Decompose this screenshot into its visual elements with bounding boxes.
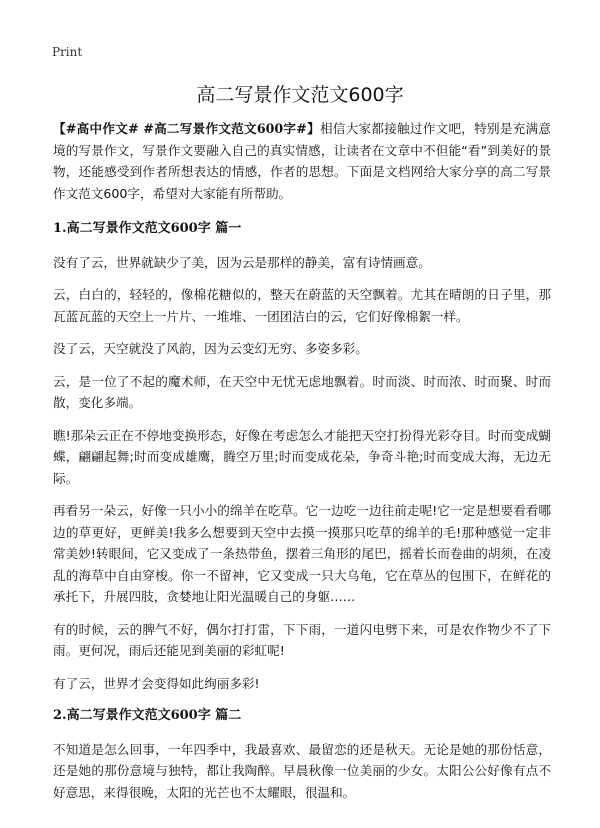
tag-line: 【#高中作文# #高二写景作文范文600字#】 xyxy=(53,121,320,136)
paragraph: 有了云，世界才会变得如此绚丽多彩! xyxy=(53,675,260,691)
paragraph: 再看另一朵云，好像一只小小的绵羊在吃草。它一边吃一边往前走呢!它一定是想要看看哪边的草更好，更鲜美!我多么想要到天空中去摸一摸那只吃草的绵羊的毛!那种感觉一定非常美妙!转眼间，它又变成了一条热带鱼，摆着三角形的尾巴，摇着长而卷曲的胡须，在凌乱的海草中自由穿梭。你一不留神，它又变成一只大乌龟，它在草丛的包围下，在鲜花的承托下，升展四肢，贪婪地让阳光温暖自己的身躯…… xyxy=(53,503,551,604)
print-link[interactable]: Print xyxy=(52,45,83,59)
section-heading: 1.高二写景作文范文600字 篇一 xyxy=(53,221,242,236)
article-body xyxy=(53,118,551,814)
intro-paragraph xyxy=(53,118,551,204)
intro-text: 相信大家都接触过作文吧，特别是充满意境的写景作文，写景作文要融入自己的真实情感，让读者在文章中不但能“看”到美好的景物，还能感受到作者所想表达的情感，作者的思想。下面是文档网给大家分享的高二写景作文范文600字，希望对大家能有所帮助。 xyxy=(53,121,551,201)
paragraph: 瞧!那朵云正在不停地变换形态，好像在考虑怎么才能把天空打扮得光彩夺目。时而变成蝴蝶，翩翩起舞;时而变成雄鹰，腾空万里;时而变成花朵，争奇斗艳;时而变成大海，无边无际。 xyxy=(53,427,551,486)
page-title: 高二写景作文范文600字 xyxy=(196,84,404,106)
paragraph: 没了云，天空就没了风韵，因为云变幻无穷、多姿多彩。 xyxy=(53,341,368,356)
section-heading: 2.高二写景作文范文600字 篇二 xyxy=(53,708,242,723)
paragraph: 没有了云，世界就缺少了美，因为云是那样的静美，富有诗情画意。 xyxy=(53,254,431,270)
paragraph: 不知道是怎么回事，一年四季中，我最喜欢、最留恋的还是秋天。无论是她的那份恬意，还是她的那份意境与独特，都让我陶醉。早晨秋像一位美丽的少女。太阳公公好像有点不好意思，来得很晚，太阳的光芒也不太耀眼，很温和。 xyxy=(53,741,551,800)
paragraph: 有的时候，云的脾气不好，偶尔打打雷，下下雨，一道闪电劈下来，可是农作物少不了下雨。更何况，雨后还能见到美丽的彩虹呢! xyxy=(53,621,551,658)
paragraph: 云，是一位了不起的魔术师，在天空中无忧无虑地飘着。时而淡、时而浓、时而聚、时而散，变化多端。 xyxy=(53,373,551,410)
paragraph: 云，白白的，轻轻的，像棉花糖似的，整天在蔚蓝的天空飘着。尤其在晴朗的日子里，那瓦蓝瓦蓝的天空上一片片、一堆堆、一团团洁白的云，它们好像棉絮一样。 xyxy=(53,287,551,324)
